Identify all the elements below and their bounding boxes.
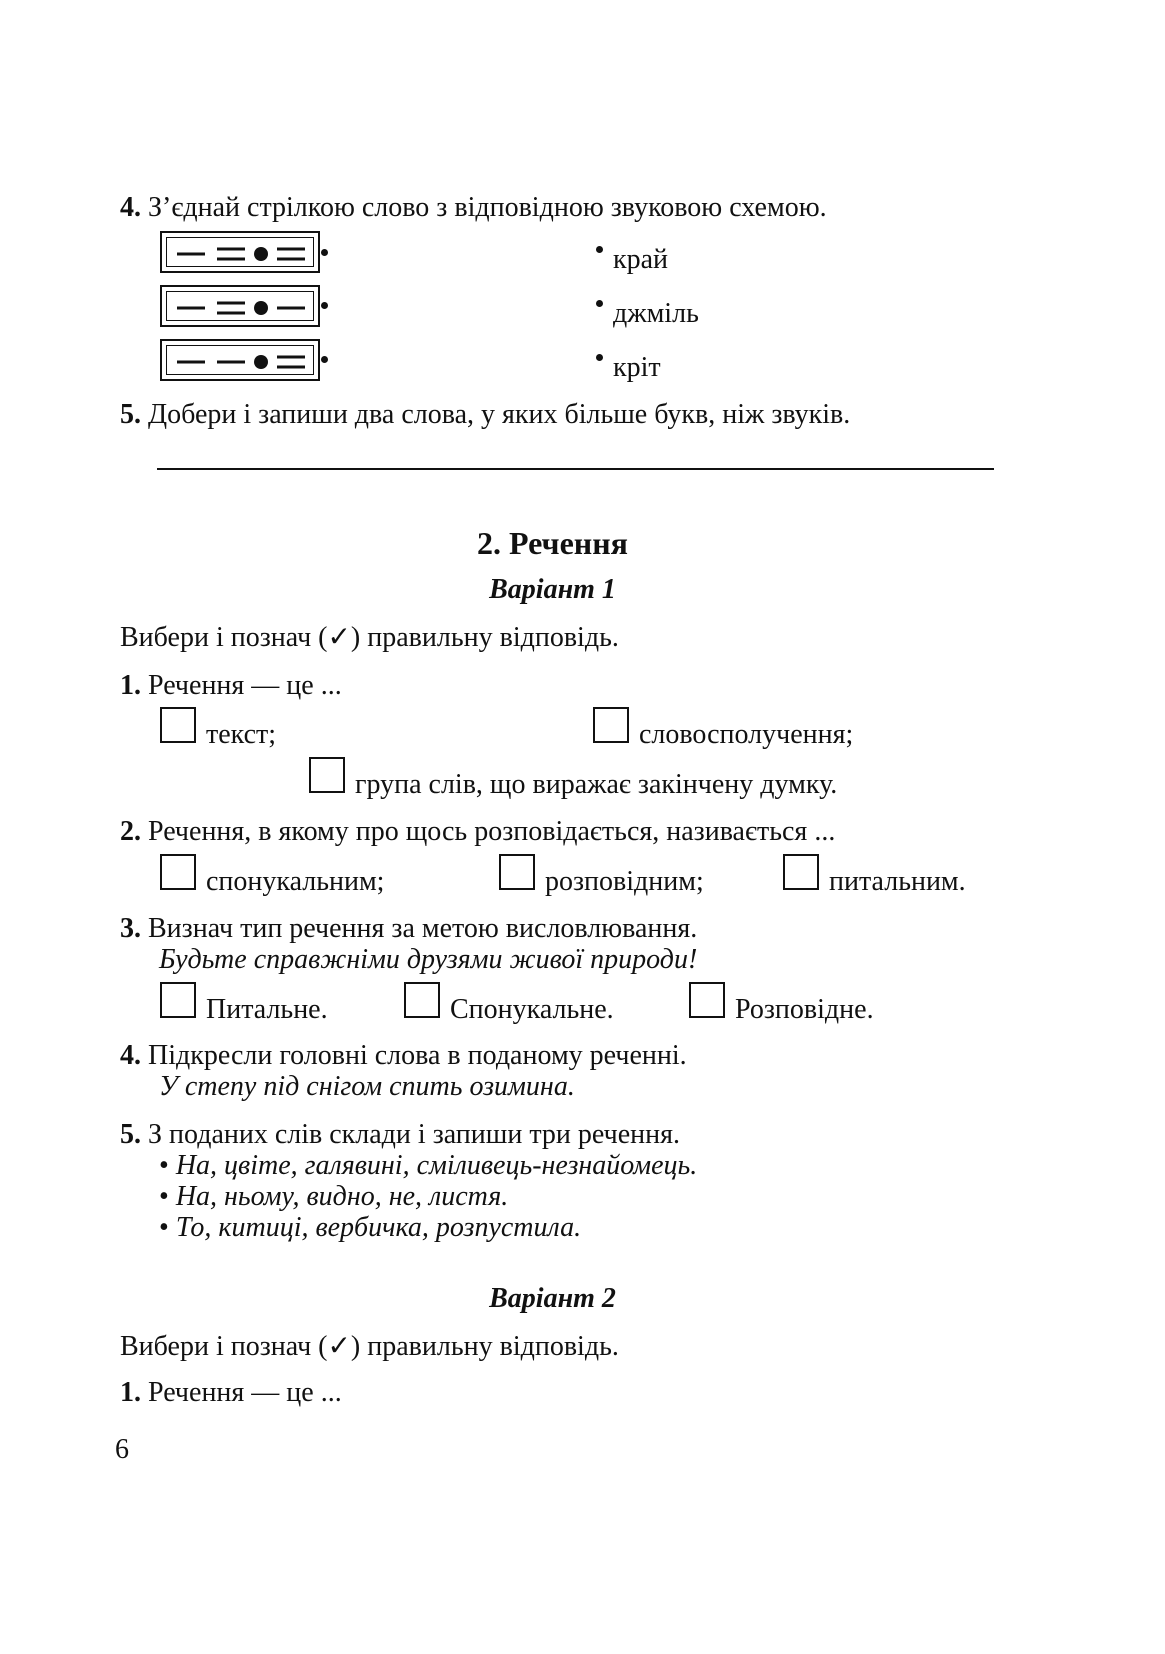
v1-q3-option-3-label: Розповідне. (735, 994, 874, 1025)
variant2-title: Варіант 2 (489, 1283, 616, 1314)
variant1-instruction: Вибери і познач (✓) правильну відповідь. (120, 622, 619, 653)
word-krit: кріт (613, 352, 661, 383)
task5-number: 5. (120, 399, 141, 430)
task4-number: 4. (120, 192, 141, 223)
scheme-dot-mark (254, 301, 268, 315)
v1-q5-number: 5. (120, 1119, 141, 1150)
v2-q1-text: Речення — це ... (148, 1377, 342, 1408)
word-kray: край (613, 244, 669, 275)
v1-q3-heading (120, 912, 697, 946)
v1-q2-option-1-label: спонукальним; (206, 866, 385, 897)
v1-q2-text: Речення, в якому про щось розповідається, називається ... (148, 816, 836, 847)
v1-q1-option-3-label: група слів, що виражає закінчену думку. (355, 769, 838, 800)
v1-q1-text: Речення — це ... (148, 670, 342, 701)
v1-q3-option-2-checkbox[interactable] (404, 982, 440, 1018)
task4-heading (120, 191, 827, 225)
word-3-connector-dot[interactable] (596, 354, 603, 361)
v1-q4-heading (120, 1039, 687, 1073)
v1-q1-number: 1. (120, 670, 141, 701)
variant2-instruction: Вибери і познач (✓) правильну відповідь. (120, 1331, 619, 1362)
v1-q3-number: 3. (120, 913, 141, 944)
task4-text: З’єднай стрілкою слово з відповідною звуковою схемою. (148, 192, 827, 223)
v1-q2-option-1-checkbox[interactable] (160, 854, 196, 890)
v1-q2-number: 2. (120, 816, 141, 847)
v1-q1-heading (120, 669, 342, 703)
v1-q2-option-3-checkbox[interactable] (783, 854, 819, 890)
v1-q5-item-1: На, цвіте, галявині, сміливець-незнайомець. (175, 1150, 698, 1181)
v1-q3-option-1-checkbox[interactable] (160, 982, 196, 1018)
scheme-dot-mark (254, 355, 268, 369)
v1-q3-option-2-label: Спонукальне. (450, 994, 614, 1025)
v1-q5-item (159, 1211, 581, 1245)
scheme-3-connector-dot[interactable] (321, 356, 328, 363)
v1-q5-item-2: На, ньому, видно, не, листя. (175, 1181, 509, 1212)
v1-q1-option-3-checkbox[interactable] (309, 757, 345, 793)
v1-q2-option-3-label: питальним. (829, 866, 966, 897)
v1-q1-option-2-label: словосполучення; (639, 719, 854, 750)
v1-q4-number: 4. (120, 1040, 141, 1071)
v1-q5-item (159, 1180, 508, 1214)
v1-q2-option-2-checkbox[interactable] (499, 854, 535, 890)
v1-q5-text: З поданих слів склади і запиши три речення. (148, 1119, 680, 1150)
bullet: • (159, 1181, 169, 1212)
v1-q5-item-3: То, китиці, вербичка, розпустила. (175, 1212, 582, 1243)
scheme-2-connector-dot[interactable] (321, 302, 328, 309)
v1-q1-option-1-checkbox[interactable] (160, 707, 196, 743)
v1-q1-option-2-checkbox[interactable] (593, 707, 629, 743)
v1-q3-sentence: Будьте справжніми друзями живої природи! (159, 944, 698, 975)
word-2-connector-dot[interactable] (596, 300, 603, 307)
answer-line[interactable] (157, 468, 994, 470)
v1-q5-item (159, 1149, 697, 1183)
variant1-title: Варіант 1 (489, 574, 616, 605)
bullet: • (159, 1212, 169, 1243)
bullet: • (159, 1150, 169, 1181)
sound-scheme-1 (160, 231, 320, 273)
v1-q2-option-2-label: розповідним; (545, 866, 704, 897)
sound-scheme-3 (160, 339, 320, 381)
scheme-dot-mark (254, 247, 268, 261)
task5-text: Добери і запиши два слова, у яких більше букв, ніж звуків. (148, 399, 851, 430)
v1-q5-heading (120, 1118, 680, 1152)
v1-q2-heading (120, 815, 835, 849)
scheme-1-connector-dot[interactable] (321, 249, 328, 256)
v1-q3-option-3-checkbox[interactable] (689, 982, 725, 1018)
task5-heading (120, 398, 850, 432)
v1-q3-option-1-label: Питальне. (206, 994, 328, 1025)
v2-q1-number: 1. (120, 1377, 141, 1408)
word-1-connector-dot[interactable] (596, 246, 603, 253)
v1-q4-text: Підкресли головні слова в поданому реченні. (148, 1040, 687, 1071)
page-number: 6 (115, 1434, 129, 1465)
v1-q4-sentence: У степу під снігом спить озимина. (159, 1071, 575, 1102)
v1-q3-text: Визнач тип речення за метою висловлювання. (148, 913, 698, 944)
sound-scheme-2 (160, 285, 320, 327)
v2-q1-heading (120, 1376, 342, 1410)
v1-q1-option-1-label: текст; (206, 719, 277, 750)
section-title: 2. Речення (477, 525, 628, 561)
word-dzhmil: джміль (613, 298, 699, 329)
